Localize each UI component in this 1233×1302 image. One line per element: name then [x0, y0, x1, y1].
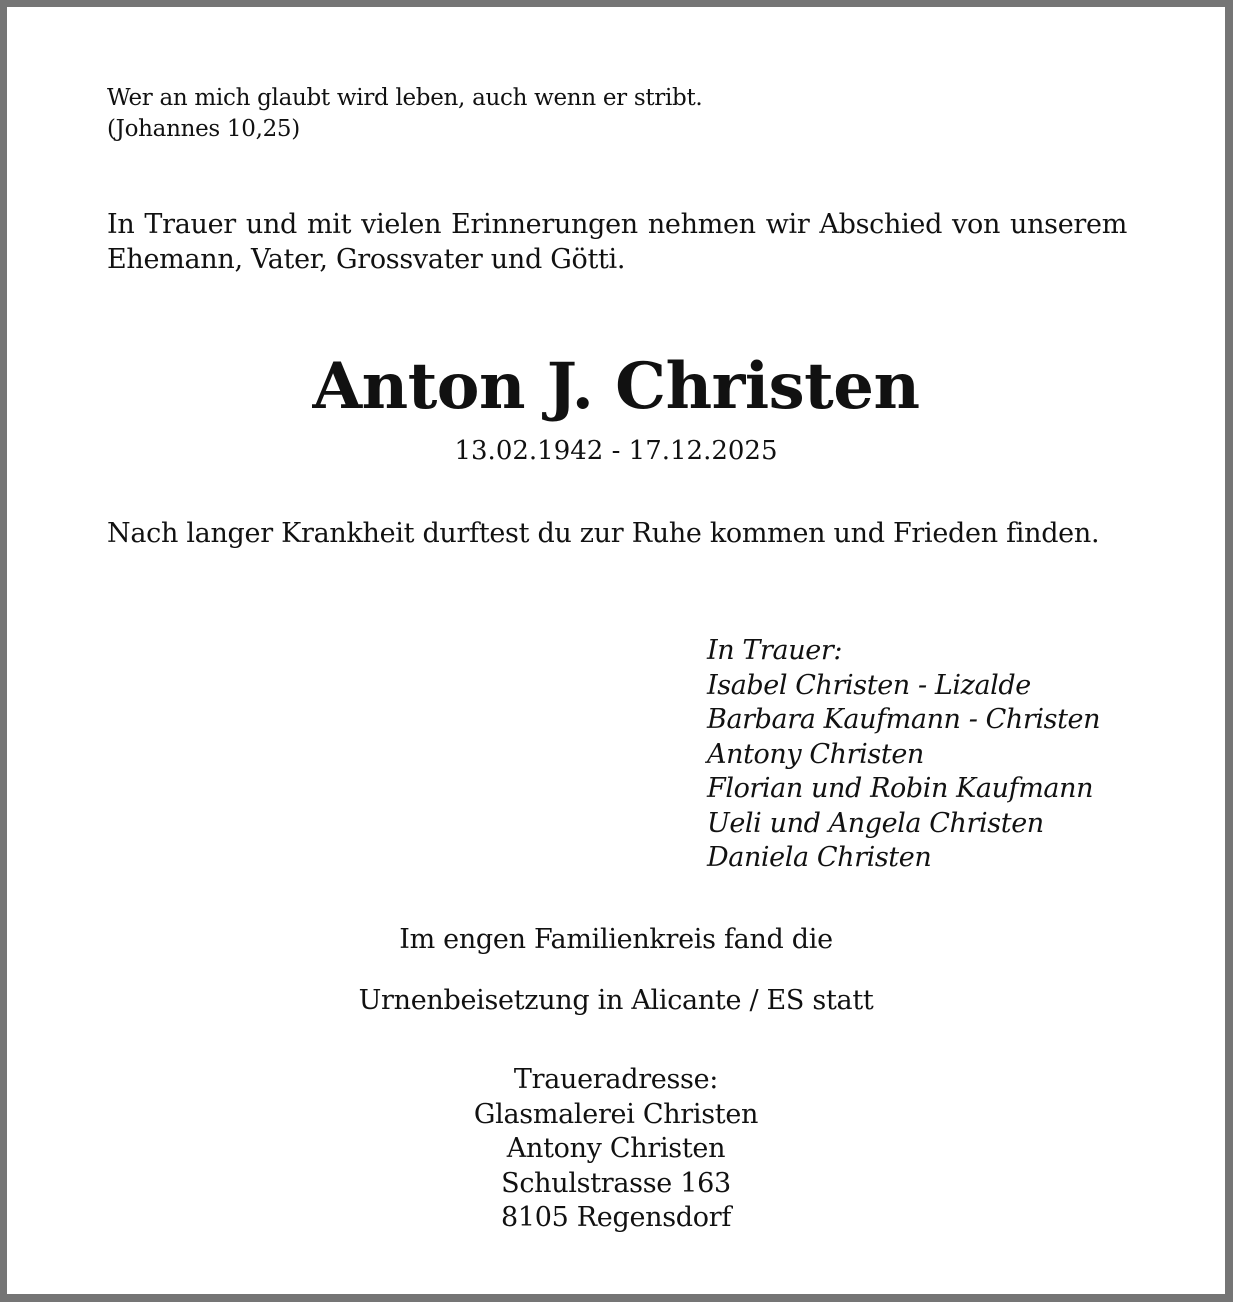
obituary-page	[7, 7, 1225, 1294]
mourning-address	[7, 1063, 1225, 1236]
mourner-name: Florian und Robin Kaufmann	[707, 773, 1094, 804]
mourner-name: Daniela Christen	[707, 842, 932, 873]
deceased-name: Anton J. Christen	[312, 349, 920, 424]
bible-quote	[107, 83, 702, 145]
mourner-name: Isabel Christen - Lizalde	[707, 669, 1031, 701]
mourner-name: Barbara Kaufmann - Christen	[707, 704, 1101, 735]
mourner-name: Ueli und Angela Christen	[707, 807, 1044, 839]
address-line: Glasmalerei Christen	[473, 1098, 759, 1130]
address-line: 8105 Regensdorf	[500, 1202, 732, 1233]
mourner-name: Antony Christen	[707, 738, 924, 770]
address-heading: Traueradresse:	[513, 1064, 719, 1095]
quote-reference: (Johannes 10,25)	[107, 116, 300, 142]
quote-text: Wer an mich glaubt wird leben, auch wenn er stribt.	[107, 85, 703, 111]
mourners-list	[707, 634, 1100, 876]
life-dates: 13.02.1942 - 17.12.2025	[454, 436, 778, 466]
burial-note-line2: Urnenbeisetzung in Alicante / ES statt	[358, 985, 874, 1016]
address-line: Schulstrasse 163	[501, 1167, 731, 1199]
mourners-heading: In Trauer:	[707, 635, 843, 666]
intro-paragraph: In Trauer und mit vielen Erinnerungen nehmen wir Abschied von unserem Ehemann, Vater, Grossvater und Götti.	[107, 209, 1127, 275]
burial-note-line1: Im engen Familienkreis fand die	[399, 924, 833, 955]
address-line: Antony Christen	[506, 1133, 726, 1164]
farewell-paragraph: Nach langer Krankheit durftest du zur Ruhe kommen und Frieden finden.	[107, 518, 1100, 549]
